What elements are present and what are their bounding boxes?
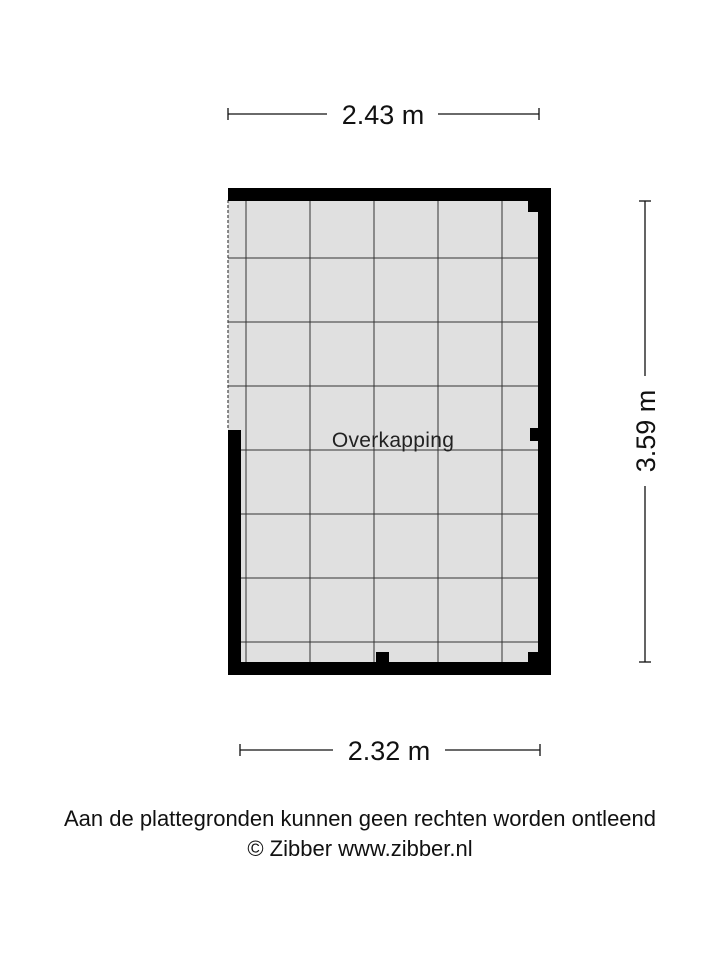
disclaimer-text: Aan de plattegronden kunnen geen rechten worden ontleend xyxy=(63,806,657,831)
room-label: Overkapping xyxy=(331,429,455,452)
post-mid-right xyxy=(530,428,540,441)
wall-top xyxy=(228,188,551,201)
wall-bottom xyxy=(228,662,551,675)
dimension-top-label: 2.43 m xyxy=(341,100,425,130)
wall-left-lower xyxy=(228,430,241,675)
dimension-right-label: 3.59 m xyxy=(631,389,661,473)
copyright-text: © Zibber www.zibber.nl xyxy=(247,836,473,861)
post-top-right xyxy=(528,200,540,212)
dimension-bottom-label: 2.32 m xyxy=(347,736,431,766)
post-bottom-right xyxy=(528,652,540,664)
post-bottom-mid xyxy=(376,652,389,664)
